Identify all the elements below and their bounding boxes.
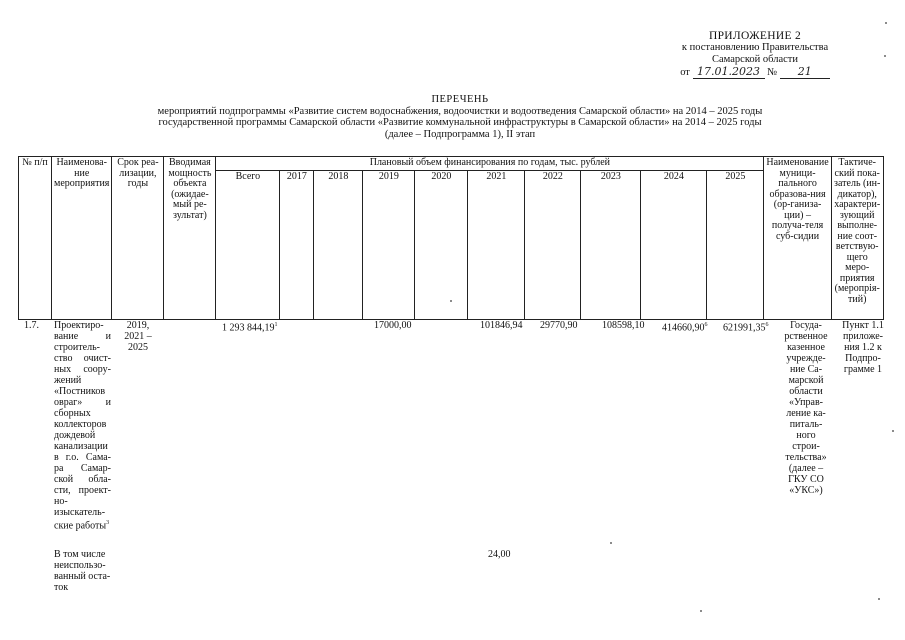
number-value: 21 bbox=[780, 66, 830, 79]
header-year: 2021 bbox=[468, 170, 525, 319]
header-year: 2023 bbox=[581, 170, 641, 319]
row-term: 2019, 2021 – 2025 bbox=[124, 320, 152, 353]
row-total bbox=[222, 320, 278, 333]
appendix-title: ПРИЛОЖЕНИЕ 2 bbox=[708, 30, 801, 42]
header-year: 2018 bbox=[314, 170, 363, 319]
date-prefix: от bbox=[680, 67, 690, 78]
row-indicator: Пункт 1.1 приложе-ния 1.2 к Подпро-грамме 1 bbox=[842, 320, 884, 375]
row-total-footnote: 1 bbox=[274, 322, 278, 328]
row-total-value: 1 293 844,19 bbox=[222, 322, 275, 334]
row-name-footnote: 3 bbox=[106, 520, 110, 526]
header-name: Наименова-ние мероприятия bbox=[52, 157, 112, 320]
header-num: № п/п bbox=[19, 157, 52, 320]
row-recipient: Госуда-рственное казенное учрежде-ние Са-марской области «Управ-ление ка-питаль-ного строи-тельства» (далее – ГКУ СО «УКС») bbox=[784, 320, 828, 496]
scan-speck bbox=[892, 430, 894, 432]
header-year: 2024 bbox=[641, 170, 707, 319]
subrow-label: В том числе неиспользо-ванный оста-ток bbox=[54, 549, 111, 593]
header-recipient: Наименование муници-пального образова-ния (ор-ганиза-ции) – получа-теля суб-сидии bbox=[764, 157, 831, 320]
header-year: 2017 bbox=[280, 170, 314, 319]
row-2025-value: 621991,35 bbox=[723, 322, 766, 334]
funding-table-header bbox=[18, 156, 884, 320]
scan-speck bbox=[450, 300, 452, 302]
row-2024-footnote: 6 bbox=[704, 322, 708, 328]
scan-speck bbox=[610, 542, 612, 544]
heading-line3: (далее – Подпрограмма 1), II этап bbox=[384, 128, 536, 140]
appendix-line1: к постановлению Правительства bbox=[681, 42, 829, 53]
row-name bbox=[54, 320, 111, 531]
number-prefix: № bbox=[767, 67, 778, 78]
scan-speck bbox=[885, 22, 887, 24]
header-total: Всего bbox=[216, 170, 280, 319]
row-num: 1.7. bbox=[24, 320, 39, 331]
scan-speck bbox=[878, 598, 880, 600]
subrow-2021: 24,00 bbox=[488, 549, 511, 560]
row-2025 bbox=[723, 320, 769, 333]
appendix-block bbox=[640, 30, 870, 79]
row-name-text: Проектиро-вание и строитель-ство очист-ных соору-жений «Постников овраг» и сборных коллекторов дождевой канализации в г.о. Сама-ра Самар-ской обла-сти, проект-но-изыскатель-ские работы bbox=[54, 320, 111, 532]
appendix-date-line bbox=[640, 66, 870, 79]
header-capacity: Вводимая мощность объекта (ожидае-мый ре-зультат) bbox=[164, 157, 216, 320]
row-2025-footnote: 6 bbox=[765, 322, 769, 328]
heading-line1: мероприятий подпрограммы «Развитие систем водоснабжения, водоочистки и водоотведения Самарской области» на 2014 – 2025 годы bbox=[157, 105, 763, 117]
header-year: 2019 bbox=[363, 170, 415, 319]
document-heading bbox=[100, 94, 820, 140]
header-funding: Плановый объем финансирования по годам, тыс. рублей bbox=[216, 157, 764, 171]
row-2024-value: 414660,90 bbox=[662, 322, 705, 334]
scan-speck bbox=[884, 55, 886, 57]
row-2021: 101846,94 bbox=[480, 320, 523, 331]
header-term: Срок реа-лизации, годы bbox=[112, 157, 164, 320]
appendix-line2: Самарской области bbox=[712, 54, 798, 65]
heading-title: ПЕРЕЧЕНЬ bbox=[431, 94, 489, 105]
header-year: 2022 bbox=[525, 170, 581, 319]
scan-speck bbox=[700, 610, 702, 612]
heading-line2: государственной программы Самарской области «Развитие коммунальной инфраструктуры в Самарской области» на 2014 – 2025 годы bbox=[158, 117, 762, 128]
row-2023: 108598,10 bbox=[602, 320, 645, 331]
date-value: 17.01.2023 bbox=[693, 66, 765, 79]
header-year: 2020 bbox=[415, 170, 468, 319]
row-2022: 29770,90 bbox=[540, 320, 578, 331]
header-year: 2025 bbox=[707, 170, 764, 319]
header-indicator: Тактиче-ский пока-затель (ин-дикатор), характери-зующий выполне-ние соот-ветствую-щего меро-приятия (меропрія-тий) bbox=[831, 157, 883, 320]
row-2019: 17000,00 bbox=[374, 320, 412, 331]
row-2024 bbox=[662, 320, 708, 333]
